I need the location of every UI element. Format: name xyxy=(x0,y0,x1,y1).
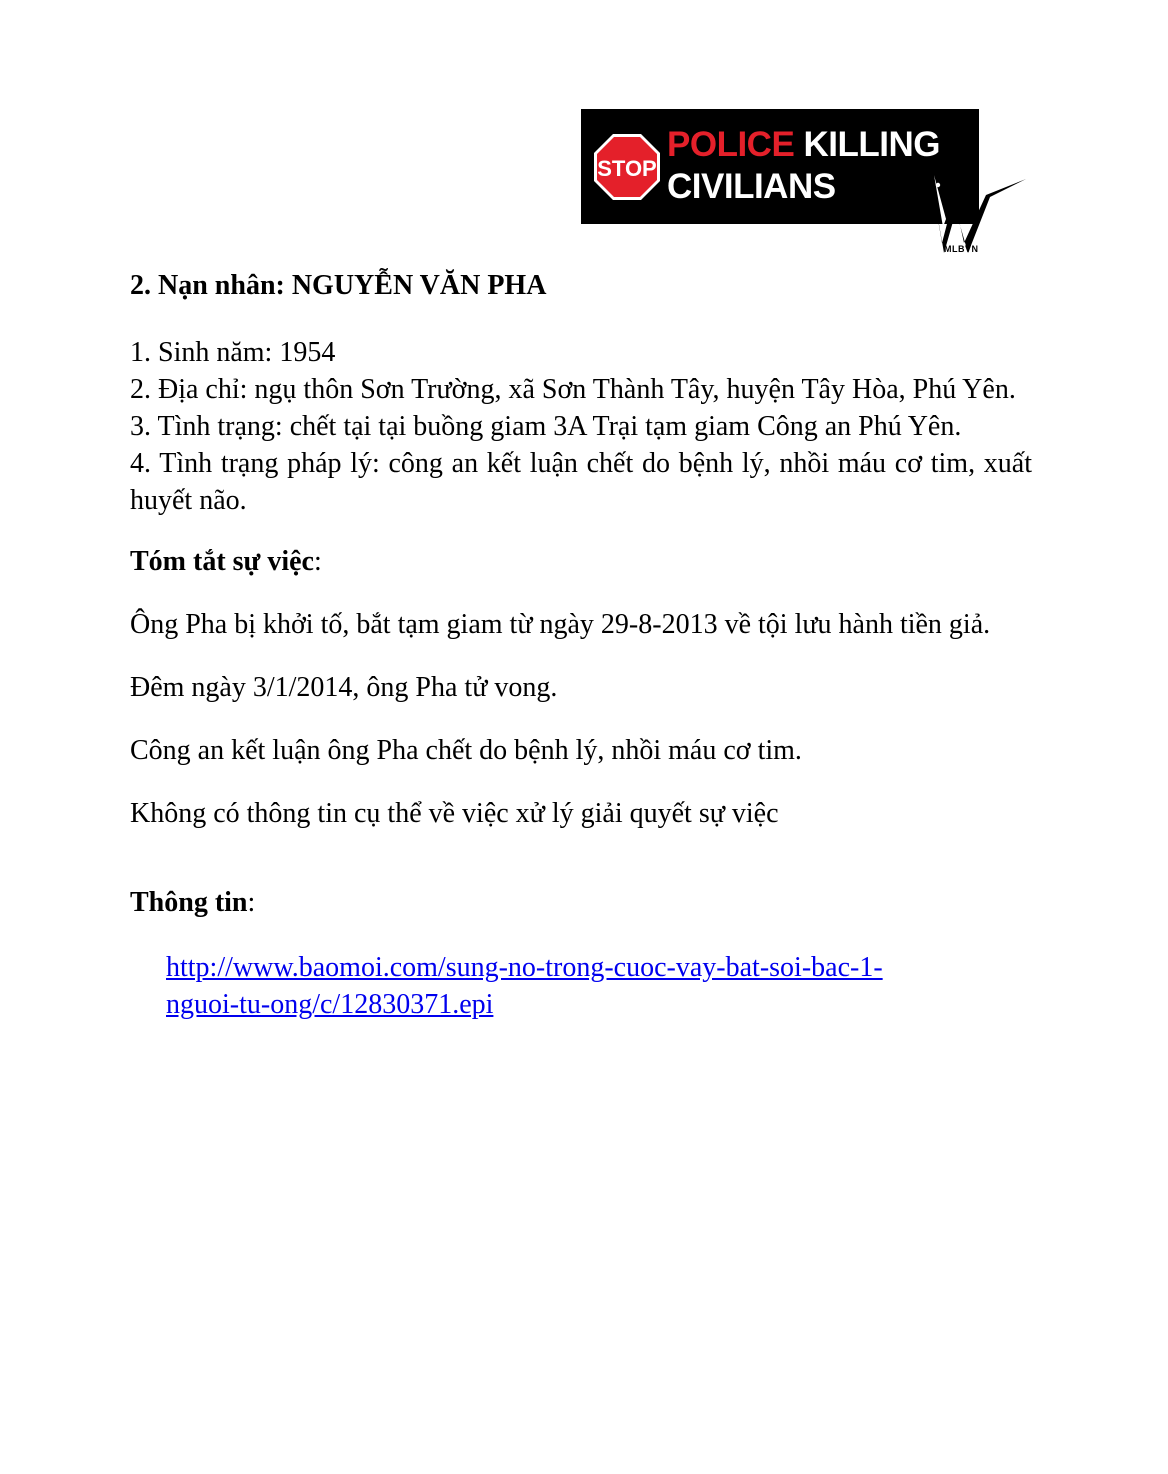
summary-paragraph-4: Không có thông tin cụ thể về việc xử lý giải quyết sự việc xyxy=(130,798,779,829)
info-heading xyxy=(130,884,1032,921)
summary-paragraph-1: Ông Pha bị khởi tố, bắt tạm giam từ ngày 29-8-2013 về tội lưu hành tiền giả. xyxy=(130,609,991,640)
logo-word-police: POLICE xyxy=(667,125,795,164)
stop-sign-text: STOP xyxy=(597,156,657,181)
victim-details xyxy=(130,334,1032,519)
summary-heading-colon: : xyxy=(313,546,322,577)
summary-heading xyxy=(130,543,1032,580)
logo-line-1 xyxy=(667,127,940,162)
detail-legal-status: 4. Tình trạng pháp lý: công an kết luận chết do bệnh lý, nhồi máu cơ tim, xuất huyết não. xyxy=(130,448,1032,516)
emblem-label: MLBVN xyxy=(944,244,979,254)
detail-birth-year: 1. Sinh năm: 1954 xyxy=(130,337,336,368)
detail-status: 3. Tình trạng: chết tại tại buồng giam 3A Trại tạm giam Công an Phú Yên. xyxy=(130,411,962,442)
summary-paragraph-2: Đêm ngày 3/1/2014, ông Pha tử vong. xyxy=(130,672,558,703)
info-heading-colon: : xyxy=(247,887,256,918)
source-link-line-1[interactable]: http://www.baomoi.com/sung-no-trong-cuoc-vay-bat-soi-bac-1- xyxy=(166,952,883,983)
logo-word-civilians: CIVILIANS xyxy=(667,167,836,206)
summary-paragraph-3: Công an kết luận ông Pha chết do bệnh lý, nhồi máu cơ tim. xyxy=(130,735,802,766)
source-link-line-2[interactable]: nguoi-tu-ong/c/12830371.epi xyxy=(166,989,494,1020)
stop-police-killing-logo xyxy=(581,109,979,224)
logo-word-killing: KILLING xyxy=(803,125,941,164)
summary-heading-label: Tóm tắt sự việc xyxy=(130,546,314,577)
document-body xyxy=(130,268,1032,1023)
detail-address: 2. Địa chỉ: ngụ thôn Sơn Trường, xã Sơn Thành Tây, huyện Tây Hòa, Phú Yên. xyxy=(130,374,1016,405)
info-heading-label: Thông tin xyxy=(130,887,248,918)
victim-title: 2. Nạn nhân: NGUYỄN VĂN PHA xyxy=(130,270,547,301)
stop-sign-icon xyxy=(593,133,661,201)
source-link-block xyxy=(166,949,1032,1023)
